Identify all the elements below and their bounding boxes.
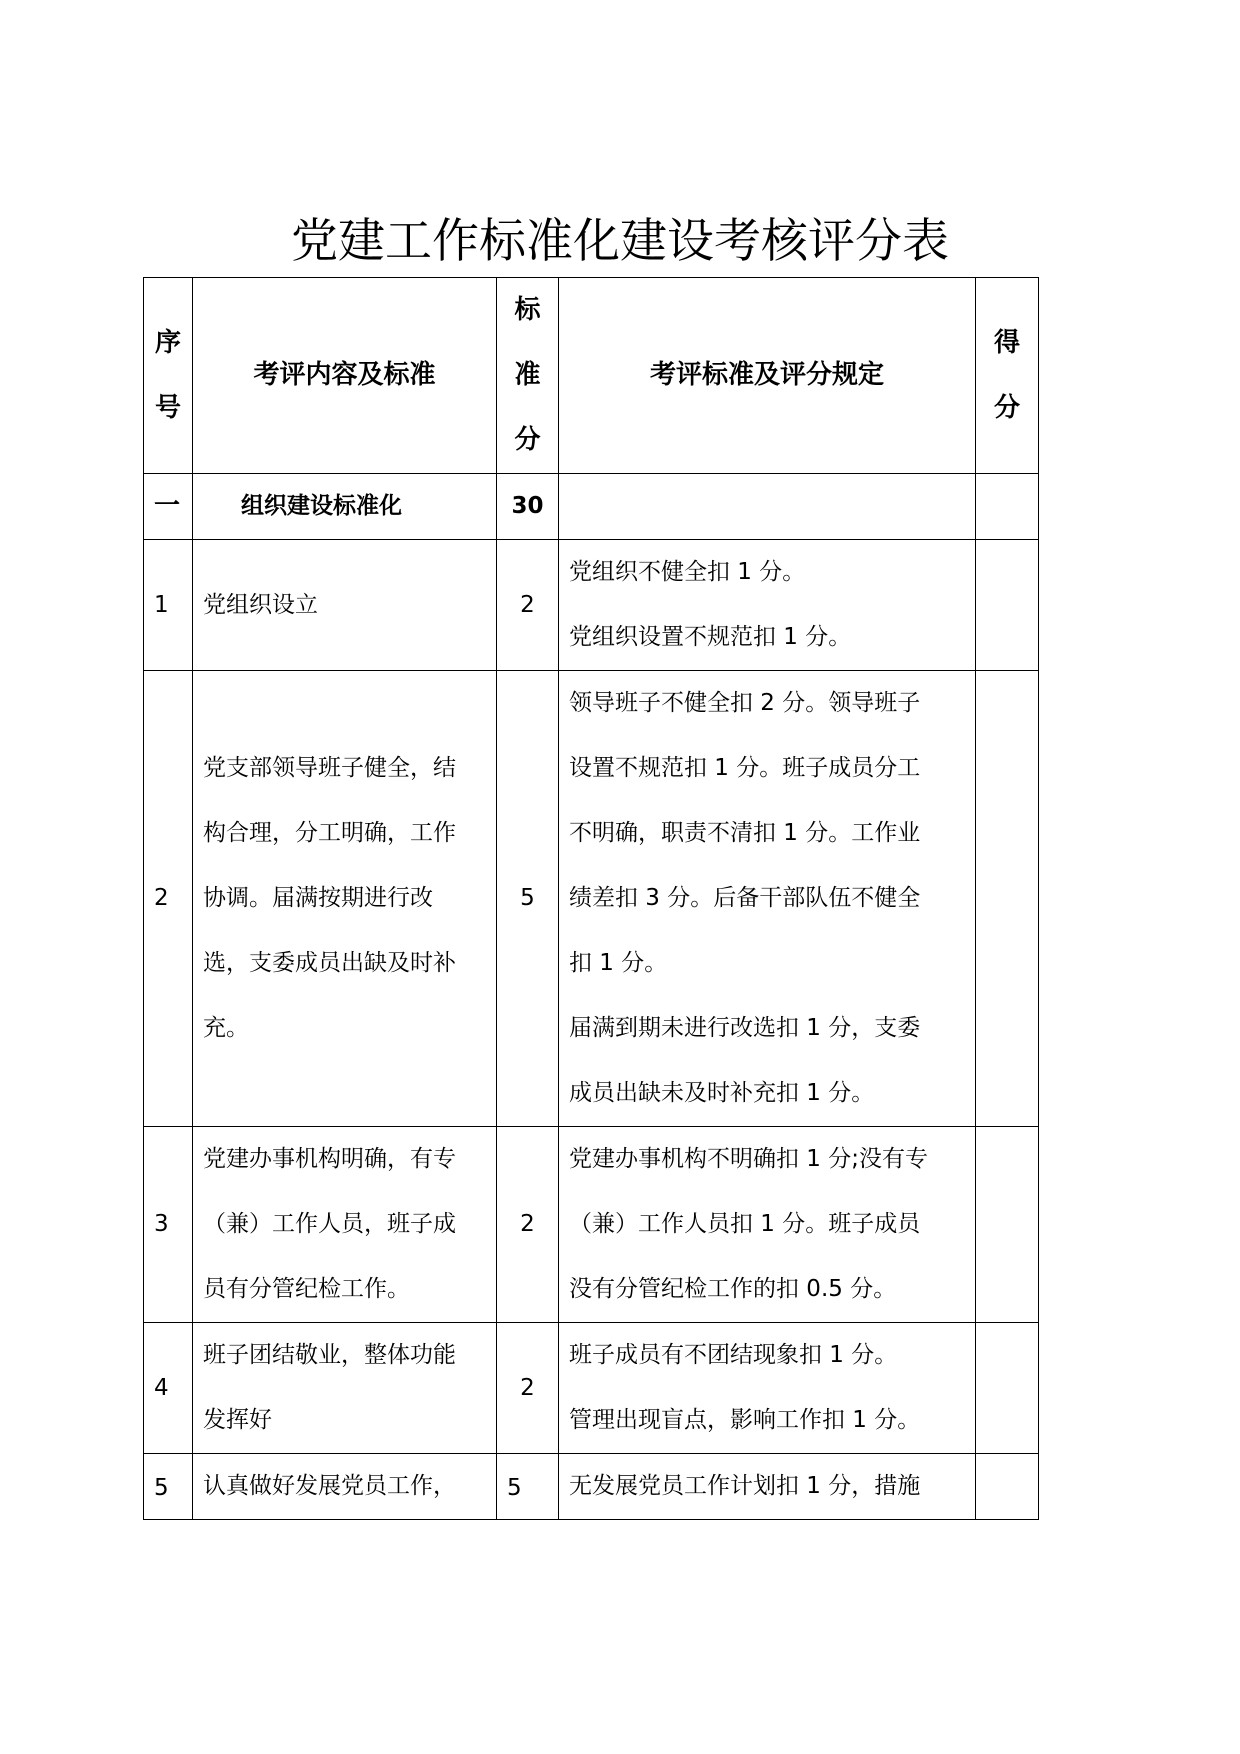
row-seq: 5 [144,1454,193,1520]
content-line: 党建办事机构明确，有专 [203,1146,456,1172]
row-criteria [559,671,976,1127]
row-score-cell[interactable] [976,1454,1039,1520]
row-points: 2 [497,1323,559,1454]
header-points-char: 标 [514,295,541,325]
section-points: 30 [497,474,559,540]
criteria-line: 党组织不健全扣 1 分。 [569,559,806,585]
criteria-line: 设置不规范扣 1 分。班子成员分工 [569,755,921,781]
row-criteria [559,1127,976,1323]
row-score-cell[interactable] [976,1127,1039,1323]
row-points: 5 [497,671,559,1127]
header-points [497,278,559,474]
table-row [144,1454,1039,1520]
row-content [193,540,497,671]
row-score-cell[interactable] [976,671,1039,1127]
header-points-char: 分 [514,425,541,455]
criteria-line: 领导班子不健全扣 2 分。领导班子 [569,690,921,716]
section-name: 组织建设标准化 [193,474,497,540]
row-criteria [559,1323,976,1454]
row-points: 2 [497,1127,559,1323]
content-line: 协调。届满按期进行改 [203,885,433,911]
content-line: 选，支委成员出缺及时补 [203,950,456,976]
row-criteria [559,1454,976,1520]
header-score-char: 得 [993,327,1020,358]
criteria-line: 班子成员有不团结现象扣 1 分。 [569,1342,898,1368]
criteria-line: 不明确，职责不清扣 1 分。工作业 [569,820,921,846]
row-seq: 2 [144,671,193,1127]
document-title: 党建工作标准化建设考核评分表 [291,214,949,269]
criteria-line: 扣 1 分。 [569,950,668,976]
table-row [144,540,1039,671]
table-row [144,1127,1039,1323]
row-seq: 1 [144,540,193,671]
section-score-cell[interactable] [976,474,1039,540]
content-line: 班子团结敬业，整体功能 [203,1342,456,1368]
row-content [193,671,497,1127]
content-line: 认真做好发展党员工作， [203,1473,456,1499]
criteria-line: 届满到期未进行改选扣 1 分，支委 [569,1015,921,1041]
header-seq-char: 序 [154,327,181,358]
row-score-cell[interactable] [976,540,1039,671]
criteria-line: 管理出现盲点，影响工作扣 1 分。 [569,1407,921,1433]
section-row [144,474,1039,540]
content-line: 构合理，分工明确，工作 [203,820,456,846]
criteria-line: 党建办事机构不明确扣 1 分;没有专 [569,1146,929,1172]
content-line: 充。 [203,1015,249,1041]
row-points: 2 [497,540,559,671]
header-seq [144,278,193,474]
content-line: 员有分管纪检工作。 [203,1276,410,1302]
table-header-row [144,278,1039,474]
criteria-line: （兼）工作人员扣 1 分。班子成员 [569,1211,921,1237]
header-points-char: 准 [514,360,541,390]
content-line: 党支部领导班子健全，结 [203,755,456,781]
header-score [976,278,1039,474]
score-table [143,277,1039,1520]
row-points: 5 [497,1454,559,1520]
row-content [193,1323,497,1454]
row-score-cell[interactable] [976,1323,1039,1454]
header-content: 考评内容及标准 [193,278,497,474]
row-criteria [559,540,976,671]
row-seq: 3 [144,1127,193,1323]
criteria-line: 绩差扣 3 分。后备干部队伍不健全 [569,885,921,911]
header-seq-char: 号 [154,392,181,423]
row-seq: 4 [144,1323,193,1454]
table-row [144,671,1039,1127]
criteria-line: 没有分管纪检工作的扣 0.5 分。 [569,1276,897,1302]
content-line: （兼）工作人员，班子成 [203,1211,456,1237]
header-criteria: 考评标准及评分规定 [559,278,976,474]
table-row [144,1323,1039,1454]
section-seq: 一 [144,474,193,540]
criteria-line: 成员出缺未及时补充扣 1 分。 [569,1080,875,1106]
content-line: 党组织设立 [203,591,318,618]
criteria-line: 无发展党员工作计划扣 1 分，措施 [569,1473,921,1499]
header-score-char: 分 [993,392,1020,423]
criteria-line: 党组织设置不规范扣 1 分。 [569,624,852,650]
row-content [193,1127,497,1323]
row-content [193,1454,497,1520]
content-line: 发挥好 [203,1407,272,1433]
section-criteria-cell [559,474,976,540]
